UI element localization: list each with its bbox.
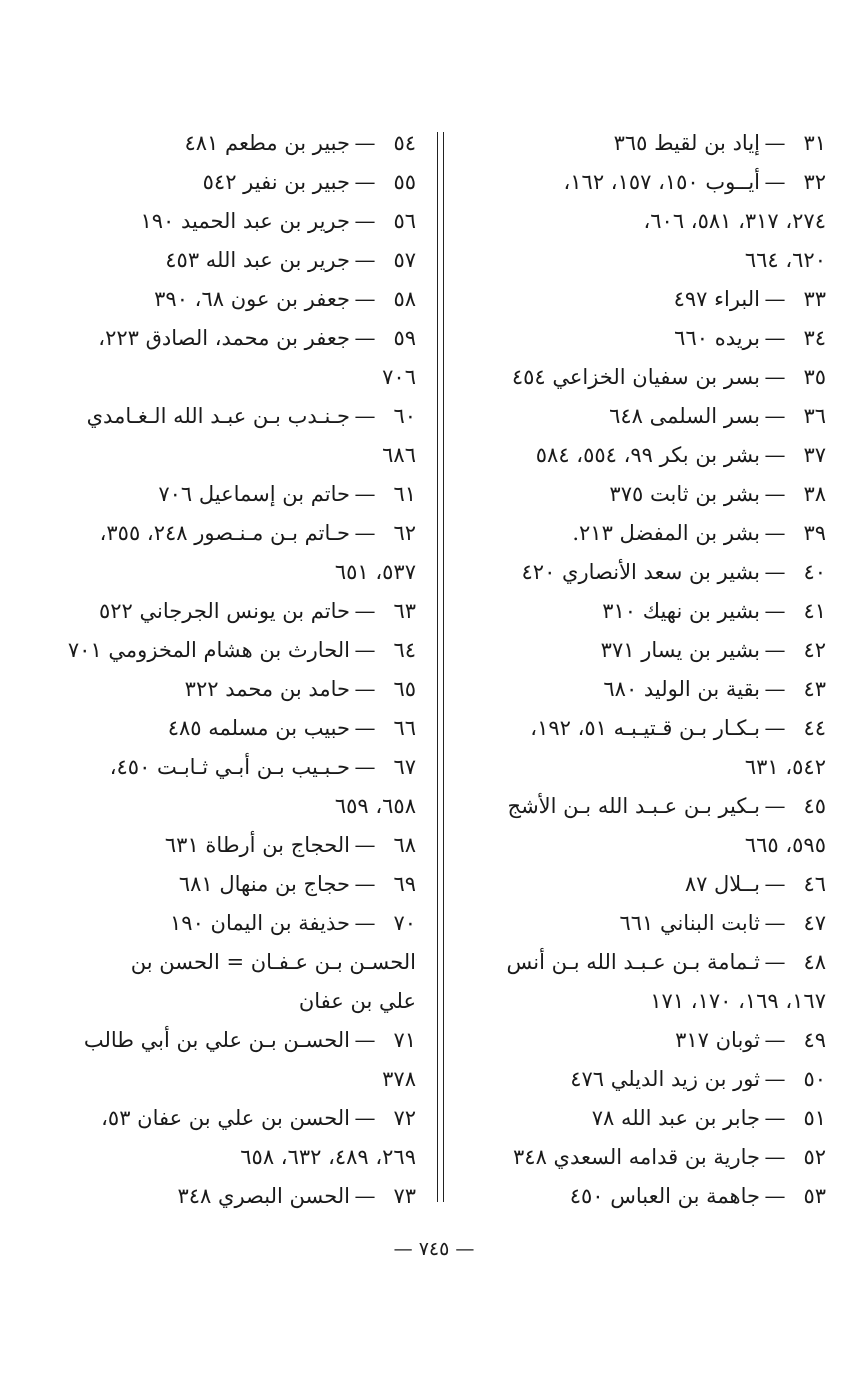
index-entry-continuation	[456, 982, 826, 1021]
entry-dash: —	[764, 1028, 786, 1052]
entry-text: الحسـن بـن عـفـان = الحسن بن	[130, 950, 416, 974]
entry-text: حـبـيب بـن أبـي ثـابـت ٤٥٠،	[109, 755, 350, 779]
entry-dash: —	[354, 521, 376, 545]
entry-text: جرير بن عبد الحميد ١٩٠	[140, 209, 350, 233]
entry-text: بـكـار بـن قـتيـبـه ٥١، ١٩٢،	[530, 716, 760, 740]
index-entry	[456, 1099, 826, 1138]
entry-dash: —	[764, 872, 786, 896]
index-column-right	[456, 124, 826, 1216]
entry-number: ٥٢	[803, 1145, 826, 1169]
entry-text: الحجاج بن أرطاة ٦٣١	[164, 833, 350, 857]
index-entry-continuation	[46, 787, 416, 826]
entry-text: بشر بن المفضل ٢١٣.	[572, 521, 760, 545]
index-entry	[46, 241, 416, 280]
entry-dash: —	[354, 833, 376, 857]
entry-text: بشر بن ثابت ٣٧٥	[609, 482, 760, 506]
index-entry-continuation	[456, 241, 826, 280]
entry-text: الحسـن بـن علي بن أبي طالب	[83, 1028, 350, 1052]
entry-text: بشير بن نهيك ٣١٠	[602, 599, 760, 623]
index-entry	[46, 826, 416, 865]
entry-dash: —	[354, 404, 376, 428]
index-entry	[456, 358, 826, 397]
index-entry	[456, 1060, 826, 1099]
entry-dash: —	[764, 287, 786, 311]
index-entry	[456, 1138, 826, 1177]
index-entry	[46, 202, 416, 241]
index-entry	[46, 592, 416, 631]
entry-dash: —	[764, 911, 786, 935]
index-entry-continuation	[46, 1138, 416, 1177]
entry-dash: —	[764, 521, 786, 545]
entry-number: ٦٠	[393, 404, 416, 428]
entry-dash: —	[764, 638, 786, 662]
entry-number: ٥٠	[803, 1067, 826, 1091]
entry-text: ثابت البناني ٦٦١	[619, 911, 760, 935]
index-entry	[46, 748, 416, 787]
entry-text: جاهمة بن العباس ٤٥٠	[569, 1184, 760, 1208]
entry-dash: —	[354, 482, 376, 506]
entry-number: ٦١	[393, 482, 416, 506]
entry-text: ٣٧٨	[382, 1067, 416, 1091]
entry-text: جـنـدب بـن عبـد الله الـغـامدي	[86, 404, 350, 428]
entry-number: ٥٨	[393, 287, 416, 311]
index-entry	[456, 904, 826, 943]
index-entry	[46, 397, 416, 436]
entry-text: علي بن عفان	[298, 989, 416, 1013]
entry-text: جابر بن عبد الله ٧٨	[591, 1106, 760, 1130]
index-entry-continuation	[456, 202, 826, 241]
entry-dash: —	[764, 599, 786, 623]
entry-text: ٥٣٧، ٦٥١	[334, 560, 416, 584]
entry-text: ٦٥٨، ٦٥٩	[334, 794, 416, 818]
index-entry	[46, 319, 416, 358]
index-entry	[456, 670, 826, 709]
entry-number: ٣٨	[803, 482, 826, 506]
index-entry	[46, 1177, 416, 1216]
entry-text: حاتم بن إسماعيل ٧٠٦	[158, 482, 350, 506]
entry-dash: —	[764, 716, 786, 740]
index-entry	[46, 1021, 416, 1060]
entry-number: ٣٦	[803, 404, 826, 428]
entry-number: ٦٣	[393, 599, 416, 623]
entry-text: ٥٩٥، ٦٦٥	[744, 833, 826, 857]
entry-dash: —	[354, 872, 376, 896]
entry-number: ٤٩	[803, 1028, 826, 1052]
entry-number: ٣٣	[803, 287, 826, 311]
entry-dash: —	[354, 638, 376, 662]
index-entry-continuation	[46, 982, 416, 1021]
entry-text: بريده ٦٦٠	[674, 326, 760, 350]
entry-text: ثوبان ٣١٧	[675, 1028, 760, 1052]
entry-dash: —	[764, 326, 786, 350]
index-entry	[46, 631, 416, 670]
index-entry	[456, 163, 826, 202]
index-column-left	[46, 124, 416, 1216]
index-entry	[456, 709, 826, 748]
index-entry	[456, 124, 826, 163]
entry-text: ٥٤٢، ٦٣١	[744, 755, 826, 779]
index-entry	[46, 280, 416, 319]
entry-number: ٣٧	[803, 443, 826, 467]
entry-number: ٤٢	[803, 638, 826, 662]
entry-text: بشير بن يسار ٣٧١	[600, 638, 760, 662]
index-entry	[456, 865, 826, 904]
entry-text: حامد بن محمد ٣٢٢	[184, 677, 350, 701]
entry-text: إياد بن لقيط ٣٦٥	[613, 131, 760, 155]
entry-number: ٤٤	[803, 716, 826, 740]
entry-text: ٢٦٩، ٤٨٩، ٦٣٢، ٦٥٨	[240, 1145, 416, 1169]
entry-dash: —	[354, 599, 376, 623]
entry-dash: —	[764, 794, 786, 818]
entry-dash: —	[354, 1028, 376, 1052]
entry-text: بشير بن سعد الأنصاري ٤٢٠	[521, 560, 760, 584]
entry-text: جارية بن قدامه السعدي ٣٤٨	[513, 1145, 760, 1169]
entry-number: ٥٧	[393, 248, 416, 272]
entry-number: ٣٩	[803, 521, 826, 545]
column-divider-line	[437, 132, 438, 1202]
index-entry	[456, 475, 826, 514]
entry-dash: —	[354, 209, 376, 233]
entry-text: ٢٧٤، ٣١٧، ٥٨١، ٦٠٦،	[643, 209, 826, 233]
entry-dash: —	[354, 1184, 376, 1208]
entry-number: ٦٨	[393, 833, 416, 857]
entry-text: ٦٢٠، ٦٦٤	[744, 248, 826, 272]
entry-text: بـكير بـن عـبـد الله بـن الأشج	[507, 794, 760, 818]
entry-text: ثـمامة بـن عـبـد الله بـن أنس	[506, 950, 760, 974]
index-entry-continuation	[46, 1060, 416, 1099]
entry-number: ٥٦	[393, 209, 416, 233]
entry-number: ٥٥	[393, 170, 416, 194]
entry-dash: —	[354, 716, 376, 740]
entry-number: ٤٠	[803, 560, 826, 584]
entry-text: ثور بن زيد الديلي ٤٧٦	[570, 1067, 760, 1091]
entry-dash: —	[354, 1106, 376, 1130]
entry-dash: —	[354, 170, 376, 194]
index-entry-continuation	[46, 553, 416, 592]
index-entry	[46, 475, 416, 514]
entry-number: ٤٧	[803, 911, 826, 935]
entry-text: البراء ٤٩٧	[673, 287, 760, 311]
entry-dash: —	[764, 677, 786, 701]
entry-number: ٦٤	[393, 638, 416, 662]
entry-number: ٥٣	[803, 1184, 826, 1208]
index-entry-continuation	[456, 748, 826, 787]
entry-text: بقية بن الوليد ٦٨٠	[603, 677, 760, 701]
entry-number: ٤٥	[803, 794, 826, 818]
index-entry	[46, 514, 416, 553]
entry-number: ٤٨	[803, 950, 826, 974]
index-entry	[456, 592, 826, 631]
index-entry	[456, 553, 826, 592]
entry-text: أيــوب ١٥٠، ١٥٧، ١٦٢،	[563, 170, 760, 194]
entry-dash: —	[764, 443, 786, 467]
entry-number: ٣٢	[803, 170, 826, 194]
entry-dash: —	[764, 131, 786, 155]
entry-text: بشر بن بكر ٩٩، ٥٥٤، ٥٨٤	[535, 443, 760, 467]
entry-dash: —	[764, 950, 786, 974]
index-entry	[456, 943, 826, 982]
entry-text: بــلال ٨٧	[684, 872, 760, 896]
entry-text: حاتم بن يونس الجرجاني ٥٢٢	[99, 599, 350, 623]
entry-dash: —	[764, 1145, 786, 1169]
index-entry-continuation	[46, 358, 416, 397]
entry-text: حذيفة بن اليمان ١٩٠	[170, 911, 350, 935]
entry-number: ٦٢	[393, 521, 416, 545]
index-entry	[456, 631, 826, 670]
entry-text: بسر السلمى ٦٤٨	[609, 404, 760, 428]
entry-text: ٦٨٦	[382, 443, 416, 467]
index-entry	[46, 163, 416, 202]
entry-number: ٧٠	[393, 911, 416, 935]
entry-number: ٧٢	[393, 1106, 416, 1130]
index-entry-continuation	[46, 943, 416, 982]
entry-number: ٣٤	[803, 326, 826, 350]
entry-dash: —	[354, 287, 376, 311]
entry-number: ٦٧	[393, 755, 416, 779]
entry-text: جبير بن مطعم ٤٨١	[184, 131, 350, 155]
entry-number: ٧٣	[393, 1184, 416, 1208]
entry-text: الحسن بن علي بن عفان ٥٣،	[101, 1106, 350, 1130]
entry-text: ٧٠٦	[382, 365, 416, 389]
index-entry	[456, 280, 826, 319]
index-entry	[456, 1177, 826, 1216]
entry-text: الحارث بن هشام المخزومي ٧٠١	[67, 638, 350, 662]
index-entry	[46, 865, 416, 904]
entry-number: ٣١	[803, 131, 826, 155]
entry-number: ٥٤	[393, 131, 416, 155]
entry-dash: —	[354, 755, 376, 779]
index-entry-continuation	[456, 826, 826, 865]
entry-dash: —	[764, 365, 786, 389]
entry-dash: —	[764, 482, 786, 506]
column-divider-line	[443, 132, 444, 1202]
entry-text: حجاج بن منهال ٦٨١	[178, 872, 350, 896]
entry-dash: —	[764, 1106, 786, 1130]
entry-text: حبيب بن مسلمه ٤٨٥	[167, 716, 350, 740]
entry-dash: —	[764, 1067, 786, 1091]
entry-text: حـاتم بـن مـنـصور ٢٤٨، ٣٥٥،	[99, 521, 350, 545]
index-entry	[456, 397, 826, 436]
index-entry	[456, 319, 826, 358]
index-entry	[46, 904, 416, 943]
entry-text: جعفر بن عون ٦٨، ٣٩٠	[154, 287, 350, 311]
entry-number: ٦٩	[393, 872, 416, 896]
index-entry	[456, 787, 826, 826]
index-entry	[46, 670, 416, 709]
entry-number: ٦٦	[393, 716, 416, 740]
entry-dash: —	[354, 677, 376, 701]
index-entry	[456, 1021, 826, 1060]
entry-dash: —	[764, 170, 786, 194]
index-entry-continuation	[46, 436, 416, 475]
index-entry	[46, 124, 416, 163]
index-entry	[456, 436, 826, 475]
entry-text: بسر بن سفيان الخزاعي ٤٥٤	[511, 365, 760, 389]
entry-dash: —	[354, 326, 376, 350]
entry-text: جبير بن نفير ٥٤٢	[202, 170, 350, 194]
entry-number: ٥١	[803, 1106, 826, 1130]
index-entry	[46, 709, 416, 748]
entry-dash: —	[764, 1184, 786, 1208]
entry-number: ٤١	[803, 599, 826, 623]
entry-dash: —	[764, 560, 786, 584]
entry-dash: —	[354, 911, 376, 935]
entry-number: ٣٥	[803, 365, 826, 389]
entry-number: ٤٣	[803, 677, 826, 701]
entry-text: ١٦٧، ١٦٩، ١٧٠، ١٧١	[650, 989, 826, 1013]
entry-text: جرير بن عبد الله ٤٥٣	[165, 248, 350, 272]
entry-number: ٦٥	[393, 677, 416, 701]
entry-text: جعفر بن محمد، الصادق ٢٢٣،	[98, 326, 350, 350]
entry-dash: —	[354, 131, 376, 155]
entry-dash: —	[764, 404, 786, 428]
index-entry	[456, 514, 826, 553]
entry-number: ٥٩	[393, 326, 416, 350]
entry-text: الحسن البصري ٣٤٨	[177, 1184, 350, 1208]
entry-number: ٤٦	[803, 872, 826, 896]
index-entry	[46, 1099, 416, 1138]
page-number: — ٧٤٥ —	[393, 1238, 475, 1260]
entry-dash: —	[354, 248, 376, 272]
entry-number: ٧١	[393, 1028, 416, 1052]
